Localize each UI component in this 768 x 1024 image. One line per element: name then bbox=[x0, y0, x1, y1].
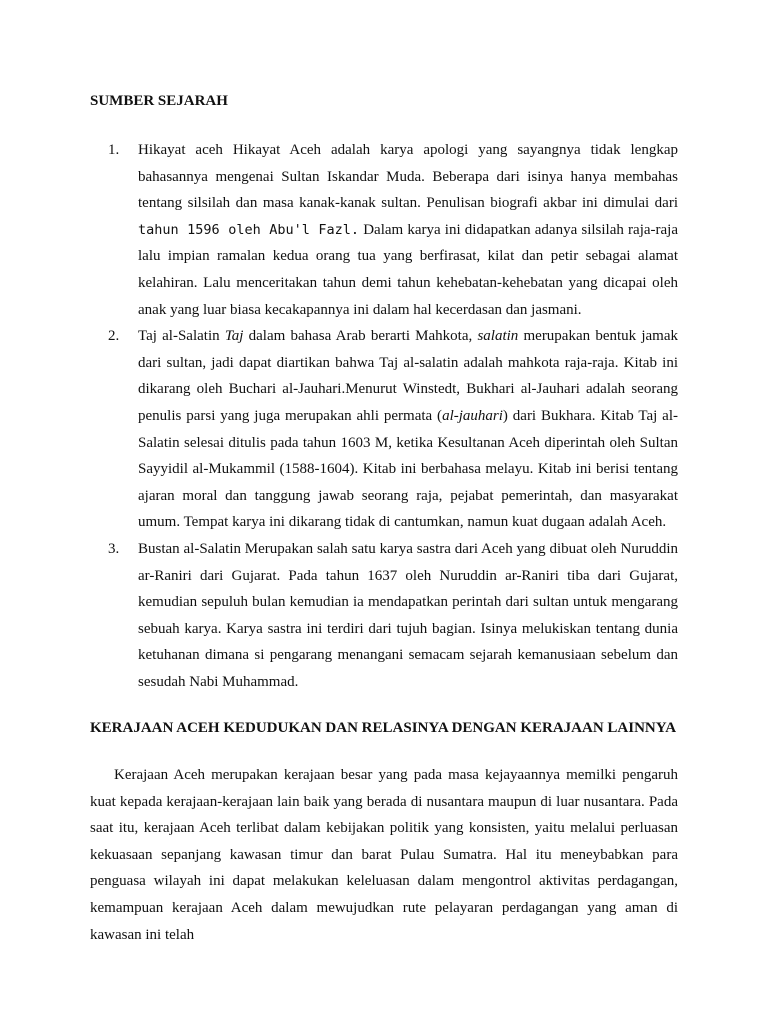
list-item-text: Hikayat aceh Hikayat Aceh adalah karya apologi yang sayangnya tidak lengkap bahasannya mengenai Sultan Iskandar Muda. Beberapa dari isinya hanya membahas tentang silsilah dan masa kanak-kanak sultan. Penulisan biografi akbar ini dimulai dari bbox=[138, 142, 678, 212]
list-item-text: dalam bahasa Arab berarti Mahkota, bbox=[243, 328, 478, 345]
list-item-mono-text: tahun 1596 oleh Abu'l Fazl. bbox=[138, 221, 360, 238]
list-item-italic: salatin bbox=[477, 328, 519, 345]
list-item-number: 2. bbox=[108, 328, 120, 345]
list-item-text: Taj al-Salatin bbox=[138, 328, 225, 345]
section-title-sumber-sejarah: SUMBER SEJARAH bbox=[90, 93, 228, 109]
list-item-number: 3. bbox=[108, 540, 120, 557]
list-item-number: 1. bbox=[108, 142, 120, 158]
list-item-text: merupakan bentuk jamak dari sultan, jadi dapat diartikan bahwa Taj al-salatin adalah mahkota raja-raja. Kitab ini dikarang oleh Buchari al-Jauhari.Menurut Winstedt, Bukhari al-Jauhari adalah seorang penulis parsi yang juga merupakan ahli permata ( bbox=[138, 328, 678, 424]
list-item bbox=[108, 137, 678, 323]
list-item-text: Bustan al-Salatin Merupakan salah satu karya sastra dari Aceh yang dibuat oleh Nuruddin ar-Raniri dari Gujarat. Pada tahun 1637 oleh Nuruddin ar-Raniri tiba dari Gujarat, kemudian sepuluh bulan kemudian ia mendapatkan perintah dari sultan untuk mengarang sebuah karya. Karya sastra ini terdiri dari tujuh bagian. Isinya melukiskan tentang dunia ketuhanan dimana si pengarang menangani semacam sejarah kemanusiaan sebelum dan sesudah Nabi Muhammad. bbox=[138, 540, 678, 690]
list-item bbox=[108, 323, 678, 536]
list-item-italic: Taj bbox=[224, 328, 244, 345]
body-paragraph: Kerajaan Aceh merupakan kerajaan besar yang pada masa kejayaannya memilki pengaruh kuat kepada kerajaan-kerajaan lain baik yang berada di nusantara maupun di luar nusantara. Pada saat itu, kerajaan Aceh terlibat dalam kebijakan politik yang konsisten, yaitu melalui perluasan kekuasaan sepanjang kawasan timur dan barat Pulau Sumatra. Hal itu meneybabkan para penguasa wilayah ini dapat melakukan keleluasan dalam mengontrol aktivitas perdagangan, kemampuan kerajaan Aceh dalam mewujudkan rute pelayaran perdagangan yang aman di kawasan ini telah bbox=[90, 767, 678, 943]
section-title-kerajaan-aceh: KERAJAAN ACEH KEDUDUKAN DAN RELASINYA DENGAN KERAJAAN LAINNYA bbox=[90, 720, 677, 736]
list-item-italic: al-jauhari bbox=[442, 407, 503, 424]
source-list bbox=[108, 137, 678, 695]
list-item bbox=[108, 536, 678, 696]
list-item-text: Dalam karya ini didapatkan adanya silsilah raja-raja lalu impian ramalan kedua orang tua yang berfirasat, kilat dan petir sebagai alamat kelahiran. Lalu menceritakan tahun demi tahun kehebatan-kehebatan yang dicapai oleh anak yang luar biasa kecakapannya ini dalam hal kecerdasan dan jasmani. bbox=[138, 221, 678, 318]
list-item-text: ) dari Bukhara. Kitab Taj al-Salatin selesai ditulis pada tahun 1603 M, ketika Kesultanan Aceh diperintah oleh Sultan Sayyidil al-Mukammil (1588-1604). Kitab ini berbahasa melayu. Kitab ini berisi tentang ajaran moral dan tanggung jawab seorang raja, pejabat pemerintah, dan masyarakat umum. Tempat karya ini dikarang tidak di cantumkan, namun kuat dugaan adalah Aceh. bbox=[138, 407, 678, 531]
